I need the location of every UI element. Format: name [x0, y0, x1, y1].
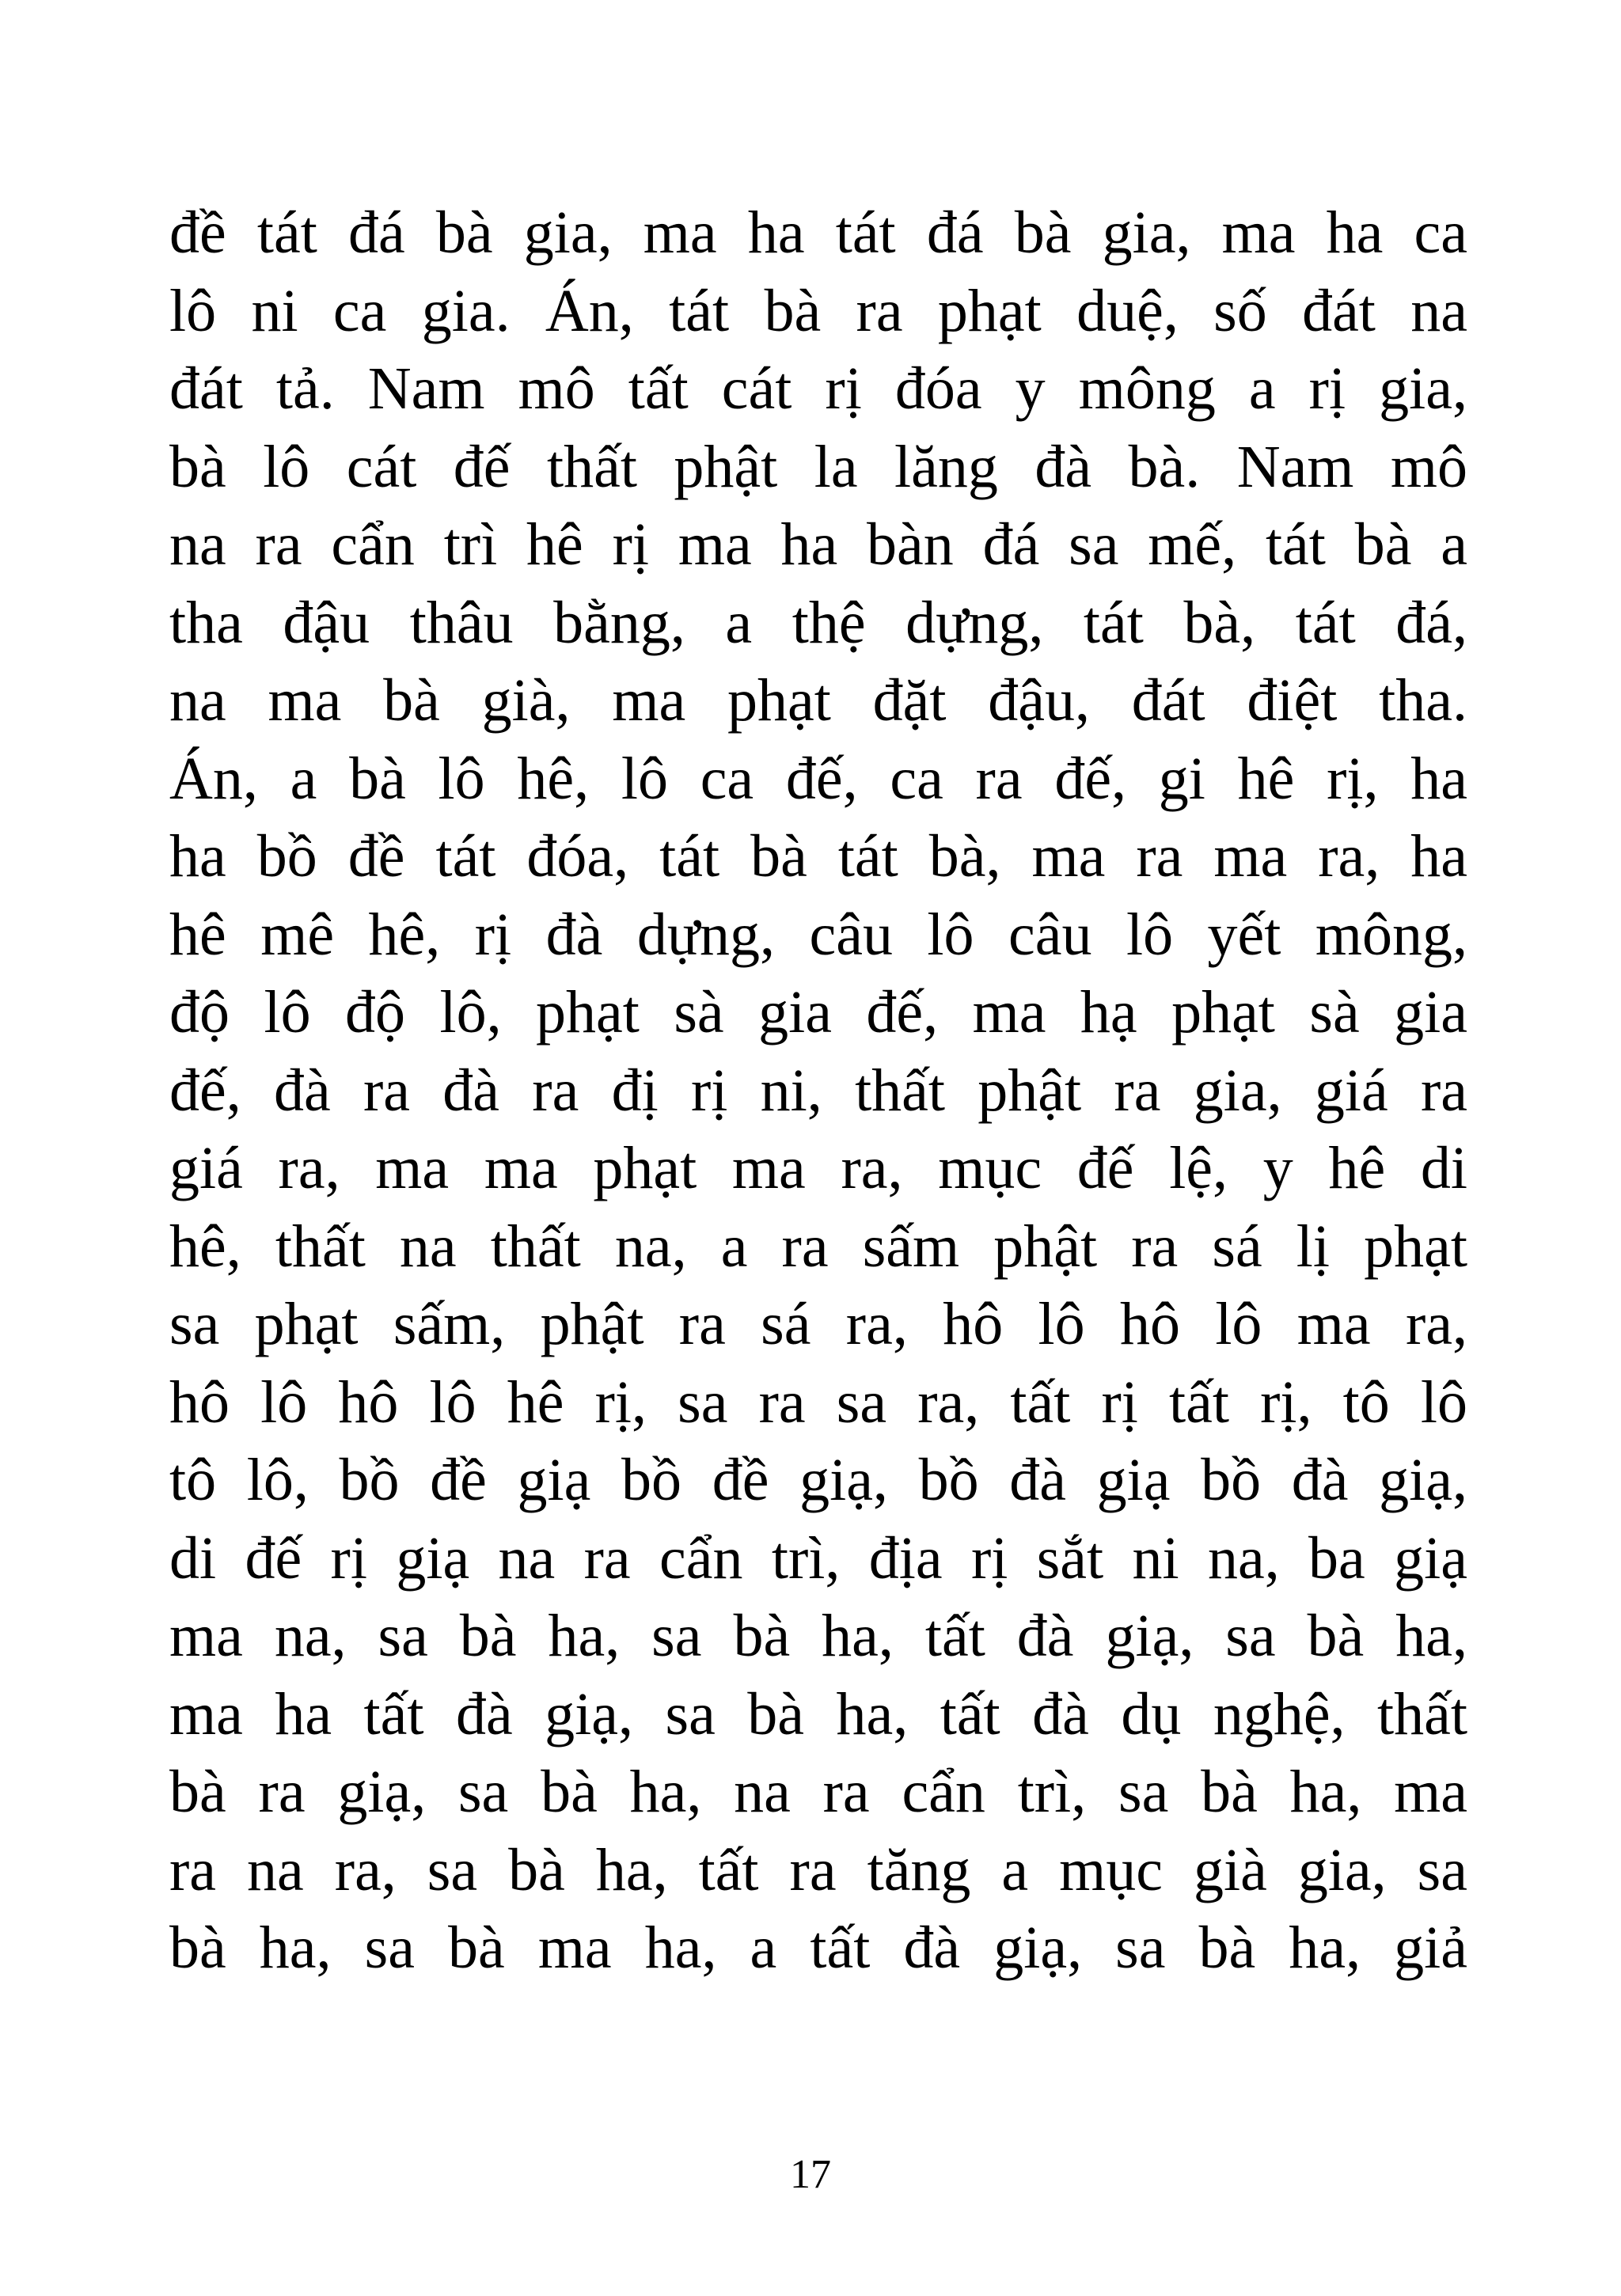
text-line: di đế rị giạ na ra cẩn trì, địa rị sắt ni na, ba giạ — [169, 1524, 1467, 1592]
text-line: đát tả. Nam mô tất cát rị đóa y mông a rị gia, — [169, 355, 1467, 422]
text-line: bà ra giạ, sa bà ha, na ra cẩn trì, sa bà ha, ma — [169, 1759, 1467, 1825]
text-line: na ma bà già, ma phạt đặt đậu, đát điệt tha. — [169, 667, 1467, 734]
page-number: 17 — [790, 2152, 831, 2197]
text-line: bà lô cát đế thất phật la lăng đà bà. Nam mô — [169, 433, 1467, 500]
text-line: ma na, sa bà ha, sa bà ha, tất đà giạ, sa bà ha, — [169, 1603, 1467, 1669]
text-line: bà ha, sa bà ma ha, a tất đà giạ, sa bà ha, giả — [169, 1915, 1467, 1981]
text-line: đề tát đá bà gia, ma ha tát đá bà gia, ma ha ca — [169, 199, 1467, 266]
text-line: ra na ra, sa bà ha, tất ra tăng a mục già gia, sa — [169, 1836, 1467, 1903]
text-line: ha bồ đề tát đóa, tát bà tát bà, ma ra ma ra, ha — [169, 823, 1467, 890]
text-line: sa phạt sấm, phật ra sá ra, hô lô hô lô ma ra, — [169, 1291, 1467, 1357]
text-line: hê, thất na thất na, a ra sấm phật ra sá lị phạt — [169, 1213, 1467, 1280]
text-line: hô lô hô lô hê rị, sa ra sa ra, tất rị tất rị, tô lô — [169, 1368, 1467, 1436]
text-line: đế, đà ra đà ra đị rị ni, thất phật ra gia, giá ra — [169, 1057, 1467, 1124]
text-line: tha đậu thâu bằng, a thệ dựng, tát bà, tát đá, — [169, 589, 1467, 656]
text-line: ma ha tất đà giạ, sa bà ha, tất đà dụ nghệ, thất — [169, 1680, 1467, 1748]
text-line: lô ni ca gia. Án, tát bà ra phạt duệ, số đát na — [169, 277, 1467, 344]
body-text — [169, 194, 1467, 1987]
text-line: tô lô, bồ đề giạ bồ đề giạ, bồ đà giạ bồ đà giạ, — [169, 1447, 1467, 1513]
text-line: Án, a bà lô hê, lô ca đế, ca ra đế, gi hê rị, ha — [169, 745, 1467, 812]
text-line: na ra cẩn trì hê rị ma ha bàn đá sa mế, tát bà a — [169, 511, 1467, 578]
text-line: giá ra, ma ma phạt ma ra, mục đế lệ, y hê di — [169, 1135, 1467, 1201]
text-line: hê mê hê, rị đà dựng, câu lô câu lô yết mông, — [169, 901, 1467, 968]
text-line: độ lô độ lô, phạt sà gia đế, ma hạ phạt sà gia — [169, 979, 1467, 1046]
